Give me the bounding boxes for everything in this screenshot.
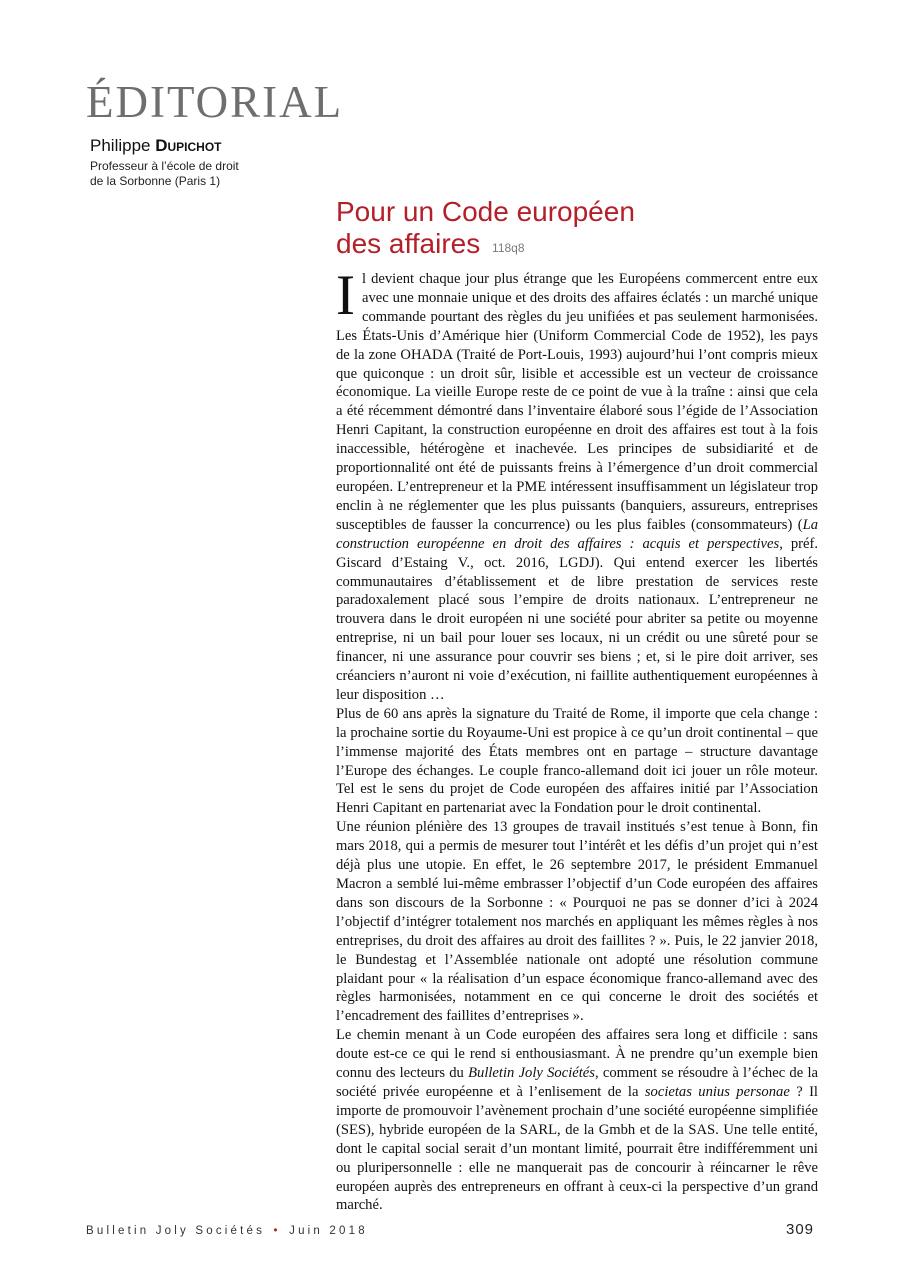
page-number: 309 xyxy=(786,1221,815,1238)
paragraph xyxy=(336,1026,818,1215)
paragraph xyxy=(336,264,818,705)
footer-date: Juin 2018 xyxy=(289,1225,368,1237)
paragraph-text: Le chemin menant à un Code européen des affaires sera long et difficile : sans doute est-ce ce qui le rend si enthousiasmant. À ne prendre qu’un exemple bien connu des lecteurs du xyxy=(336,1027,818,1082)
article-title-text: des affaires xyxy=(336,228,481,259)
footer-journal-name: Bulletin Joly Sociétés xyxy=(86,1225,266,1237)
article-title-line xyxy=(336,228,776,264)
book-title: La construction européenne en droit des affaires : acquis et perspectives xyxy=(336,516,818,552)
paragraph-text: , préf. Giscard d’Estaing V., oct. 2016, LGDJ). Qui entend exercer les libertés communautaires d’établissement et de libre prestation de services reste paradoxalement placé sous l’empire de droits nationaux. L’entrepreneur ne trouvera dans le droit européen ni une société pour abriter sa petite ou moyenne entreprise, ni un bail pour louer ses locaux, ni un crédit ou une sûreté pour se financer, ni une assurance pour couvrir ses biens ; et, si le pire doit arriver, ses créanciers n’auront ni voie d’exécution, ni faillite authentiquement européennes à leur disposition … xyxy=(336,535,818,703)
author-role-line: Professeur à l’école de droit xyxy=(90,159,239,173)
paragraph-text: l devient chaque jour plus étrange que les Européens commercent entre eux avec une monnaie unique et des droits des affaires éclatés : un marché unique commande pourtant des règles du jeu unifiées et pas seulement harmonisées. Les États-Unis d’Amérique hier (Uniform Commercial Code de 1952), les pays de la zone OHADA (Traité de Port-Louis, 1993) aujourd’hui l’ont compris mieux que quiconque : un droit sûr, lisible et accessible est un vecteur de croissance économique. La vieille Europe reste de ce point de vue à la traîne : ainsi que cela a été récemment démontré dans l’inventaire élaboré sous l’égide de l’Association Henri Capitant, la construction européenne en droit des affaires est tout à la fois inaccessible, hétérogène et inachevée. Les principes de subsidiarité et de proportionnalité ont été de puissants freins à l’émergence d’un droit commercial européen. L’entrepreneur et la PME intéressent insuffisamment un législateur trop enclin à ne réglementer que les plus puissants (banquiers, assureurs, entreprises susceptibles de fausser la concurrence) ou les plus faibles (consommateurs) ( xyxy=(336,271,818,533)
author-name xyxy=(90,137,222,154)
footer-separator: • xyxy=(273,1225,281,1237)
paragraph: Une réunion plénière des 13 groupes de travail institués s’est tenue à Bonn, fin mars 2018, qui a permis de mesurer tout l’intérêt et les défis d’un projet qui n’est déjà plus une utopie. En effet, le 26 septembre 2017, le président Emmanuel Macron a semblé lui-même embrasser l’objectif d’un Code européen des affaires dans son discours de la Sorbonne : « Pourquoi ne pas se donner d’ici à 2024 l’objectif d’intégrer totalement nos marchés en appliquant les mêmes règles à nos entreprises, du droit des affaires au droit des faillites ? ». Puis, le 22 janvier 2018, le Bundestag et l’Assemblée nationale ont adopté une résolution commune plaidant pour « la réalisation d’un espace économique franco-allemand avec des règles harmonisées, notamment en ce qui concerne le droit des sociétés et l’encadrement des faillites d’entreprises ». xyxy=(336,819,818,1025)
paragraph-text: ? Il importe de promouvoir l’avènement prochain d’une société européenne simplifiée (SES), hybride européen de la SARL, de la Gmbh et de la SAS. Une telle entité, dont le capital social serait d’un montant limité, pourrait être indifféremment uni ou pluripersonnelle : elle ne manquerait pas de concourir à réincarner le rêve européen auprès des entrepreneurs en offrant à ceux-ci la perspective d’un grand marché. xyxy=(336,1083,818,1214)
journal-title: Bulletin Joly Sociétés xyxy=(468,1065,595,1082)
drop-cap: I xyxy=(336,264,355,327)
author-role xyxy=(90,159,290,189)
paragraph: Plus de 60 ans après la signature du Traité de Rome, il importe que cela change : la prochaine sortie du Royaume-Uni est propice à ce qu’un droit continental – que l’immense majorité des États membres ont en partage – structure davantage l’Europe des échanges. Le couple franco-allemand doit ici jouer un rôle moteur. Tel est le sens du projet de Code européen des affaires initié par l’Association Henri Capitant en partenariat avec la Fondation pour le droit continental. xyxy=(336,705,818,817)
author-surname: Dupichot xyxy=(155,136,222,155)
article-body xyxy=(336,264,818,1215)
section-title: ÉDITORIAL xyxy=(86,77,344,127)
article-reference: 118q8 xyxy=(492,241,525,255)
latin-term: societas unius personae xyxy=(644,1083,790,1100)
article-title-line: Pour un Code européen xyxy=(336,196,635,227)
author-first-name: Philippe xyxy=(90,136,151,155)
paragraph-text: , comment se résoudre à l’échec de la société privée européenne et à l’enlisement de la xyxy=(336,1065,818,1100)
author-role-line: de la Sorbonne (Paris 1) xyxy=(90,174,221,188)
footer-publication xyxy=(86,1225,368,1237)
article-title xyxy=(336,196,776,264)
